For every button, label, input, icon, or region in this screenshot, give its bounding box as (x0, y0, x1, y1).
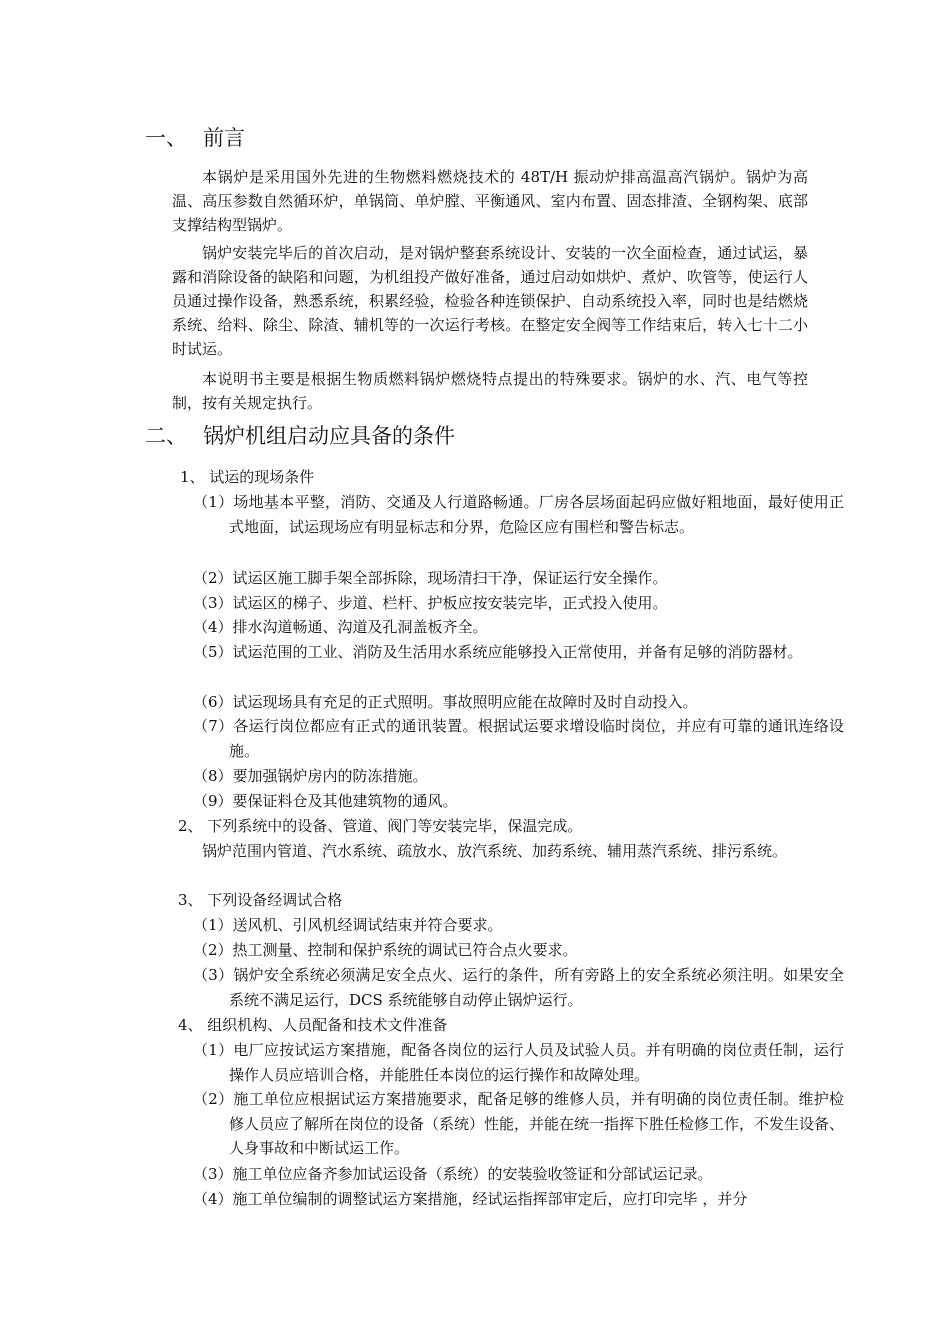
list-item-1-5: （5）试运范围的工业、消防及生活用水系统应能够投入正常使用，并备有足够的消防器材。 (193, 643, 803, 661)
list-item-1-8: （8）要加强锅炉房内的防冻措施。 (193, 767, 428, 785)
section-1-number: 一、 (145, 126, 187, 150)
list-item-1-9: （9）要保证料仓及其他建筑物的通风。 (193, 792, 458, 810)
subsection-4-title: 4、 组织机构、人员配备和技术文件准备 (178, 1016, 448, 1034)
section-2-title (145, 422, 455, 450)
list-item-1-7: （7）各运行岗位都应有正式的通讯装置。根据试运要求增设临时岗位，并应有可靠的通讯连络设施。 (193, 717, 844, 760)
list-item-1-4: （4）排水沟道畅通、沟道及孔洞盖板齐全。 (193, 618, 488, 636)
subsection-1-title: 1、 试运的现场条件 (180, 468, 315, 486)
section-1-title (145, 124, 245, 152)
list-item-4-1: （1）电厂应按试运方案措施，配备各岗位的运行人员及试验人员。并有明确的岗位责任制，运行操作人员应培训合格，并能胜任本岗位的运行操作和故障处理。 (193, 1041, 844, 1084)
list-item-1-1: （1）场地基本平整，消防、交通及人行道路畅通。厂房各层场面起码应做好粗地面，最好使用正式地面，试运现场应有明显标志和分界，危险区应有围栏和警告标志。 (193, 493, 844, 536)
section-1-paragraph-3: 本说明书主要是根据生物质燃料锅炉燃烧特点提出的特殊要求。锅炉的水、汽、电气等控制，按有关规定执行。 (172, 370, 808, 412)
section-2-number: 二、 (145, 424, 187, 448)
list-item-3-3: （3）锅炉安全系统必须满足安全点火、运行的条件，所有旁路上的安全系统必须注明。如果安全系统不满足运行，DCS 系统能够自动停止锅炉运行。 (193, 966, 844, 1009)
section-1-paragraph-2: 锅炉安装完毕后的首次启动，是对锅炉整套系统设计、安装的一次全面检查，通过试运，暴露和消除设备的缺陷和问题，为机组投产做好准备，通过启动如烘炉、煮炉、吹管等，使运行人员通过操作设备，熟悉系统，积累经验，检验各种连锁保护、自动系统投入率，同时也是结燃烧系统、给料、除尘、除渣、辅机等的一次运行考核。在整定安全阀等工作结束后，转入七十二小时试运。 (172, 244, 808, 358)
list-item-3-2: （2）热工测量、控制和保护系统的调试已符合点火要求。 (193, 941, 578, 959)
section-1-paragraph-1: 本锅炉是采用国外先进的生物燃料燃烧技术的 48T/H 振动炉排高温高汽锅炉。锅炉为高温、高压参数自然循环炉，单锅筒、单炉膛、平衡通风、室内布置、固态排渣、全钢构架、底部支撑结构型锅炉。 (172, 168, 808, 234)
section-2-heading: 锅炉机组启动应具备的条件 (203, 424, 455, 448)
list-item-4-3: （3）施工单位应备齐参加试运设备（系统）的安装验收签证和分部试运记录。 (193, 1165, 713, 1183)
subsection-2-title: 2、 下列系统中的设备、管道、阀门等安装完毕，保温完成。 (178, 817, 583, 835)
list-item-1-3: （3）试运区的梯子、步道、栏杆、护板应按安装完毕，正式投入使用。 (193, 594, 668, 612)
subsection-2-paragraph: 锅炉范围内管道、汽水系统、疏放水、放汽系统、加药系统、辅用蒸汽系统、排污系统。 (202, 842, 788, 860)
section-1-heading: 前言 (203, 126, 245, 150)
subsection-3-title: 3、 下列设备经调试合格 (178, 891, 343, 909)
list-item-1-6: （6）试运现场具有充足的正式照明。事故照明应能在故障时及时自动投入。 (193, 693, 698, 711)
list-item-4-4: （4）施工单位编制的调整试运方案措施，经试运指挥部审定后，应打印完毕 ，并分 (193, 1190, 748, 1208)
list-item-4-2: （2）施工单位应根据试运方案措施要求，配备足够的维修人员，并有明确的岗位责任制。维护检修人员应了解所在岗位的设备（系统）性能，并能在统一指挥下胜任检修工作，不发生设备、人身事故和中断试运工作。 (193, 1090, 845, 1157)
list-item-3-1: （1）送风机、引风机经调试结束并符合要求。 (193, 916, 503, 934)
list-item-1-2: （2）试运区施工脚手架全部拆除，现场清扫干净，保证运行安全操作。 (193, 569, 668, 587)
